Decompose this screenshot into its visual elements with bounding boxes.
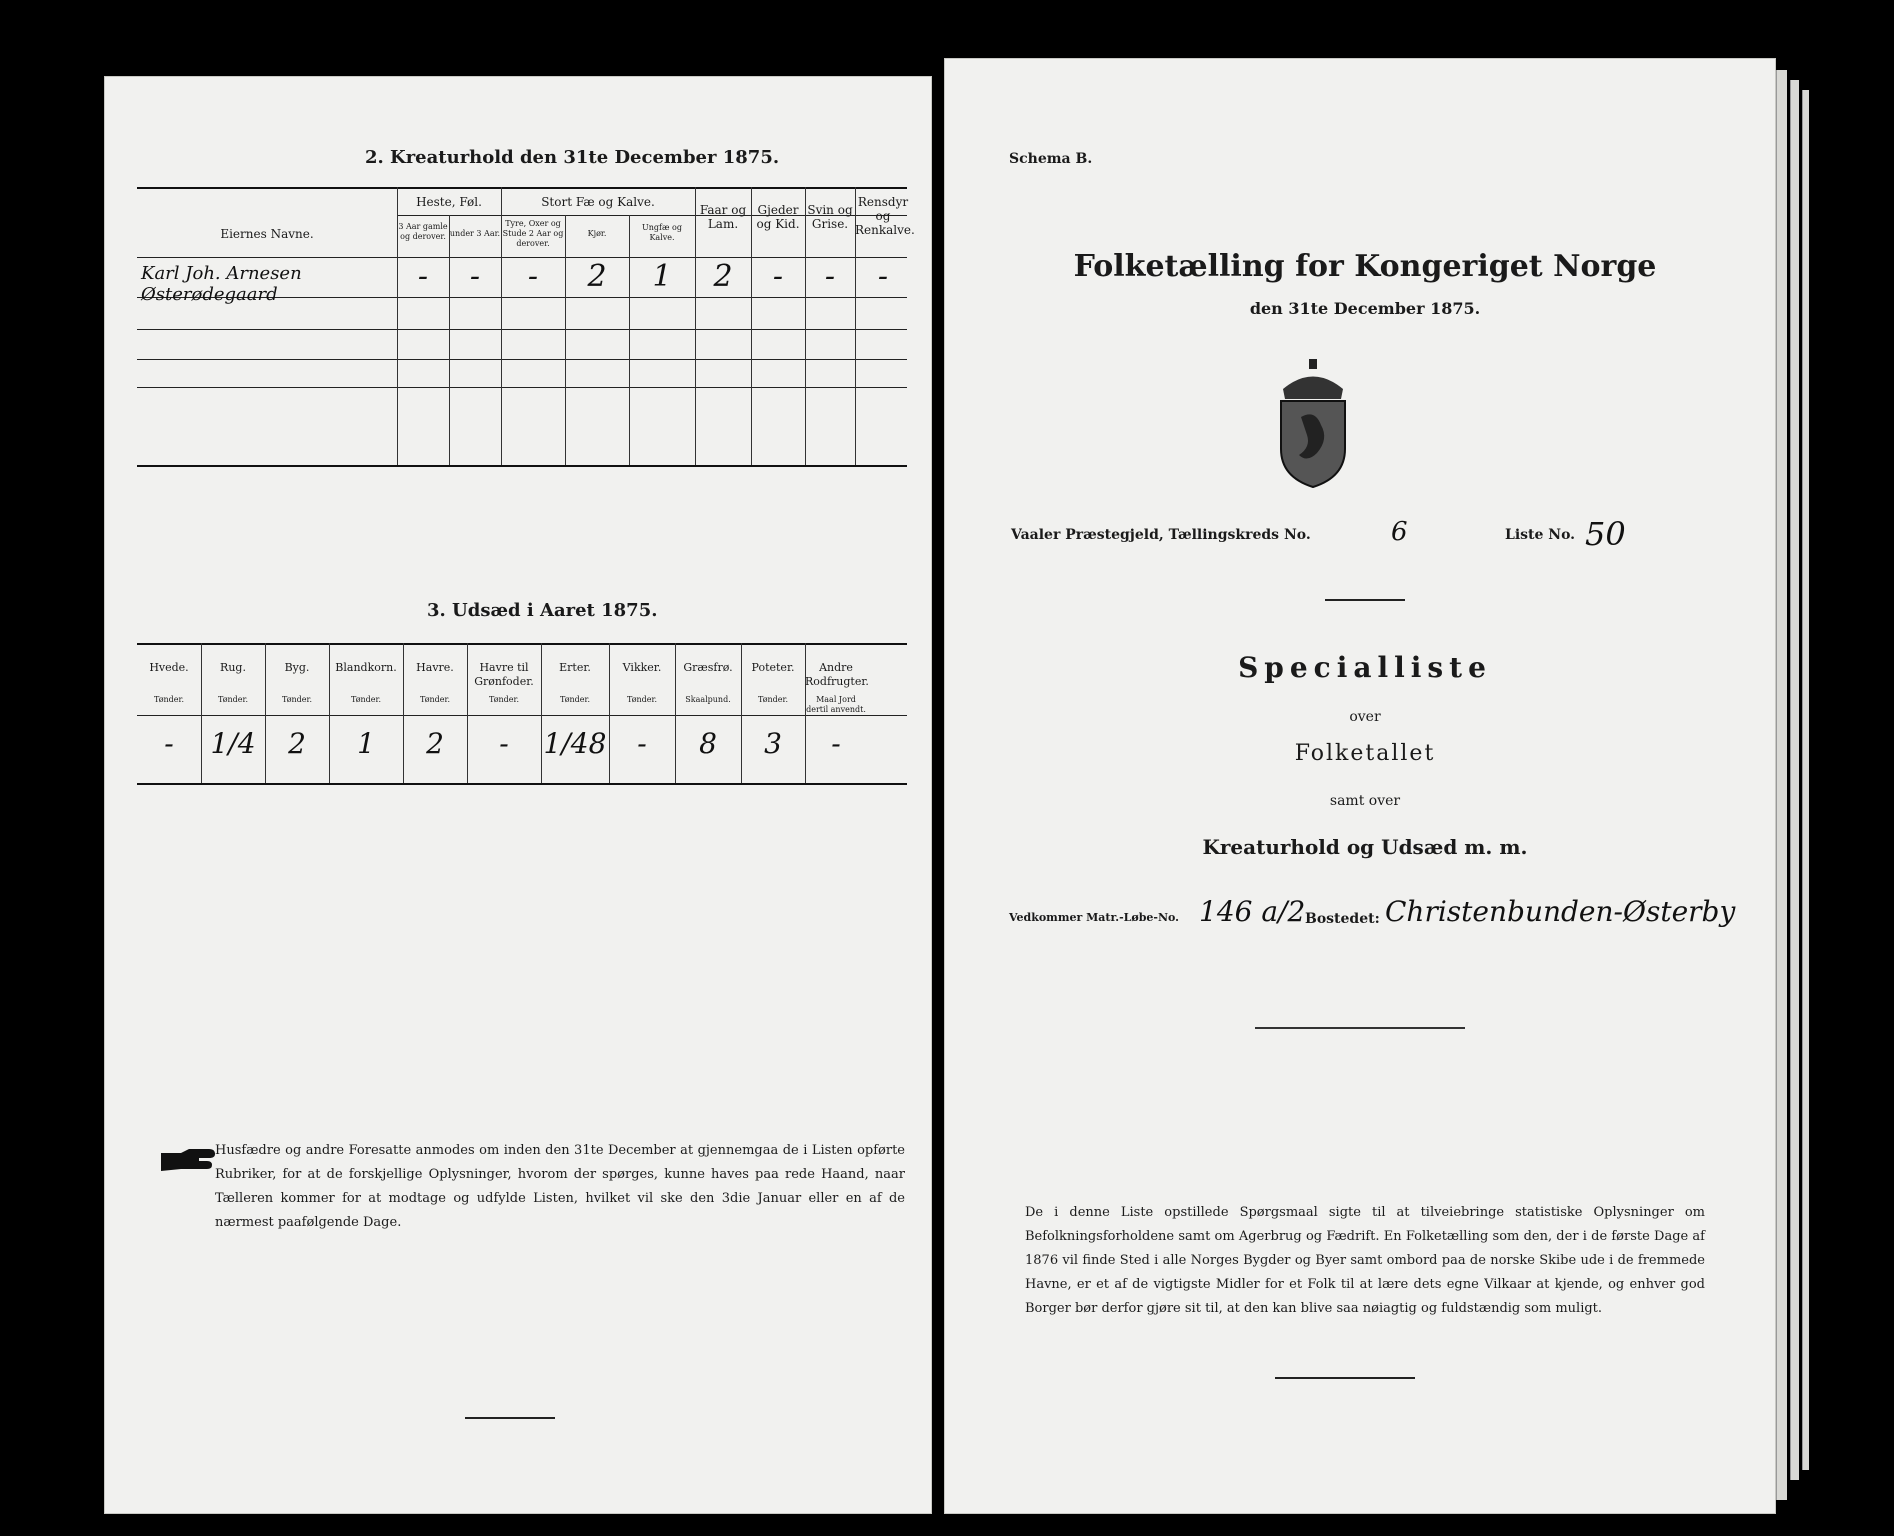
cell-reindeer: - xyxy=(877,259,889,294)
t3-header-unit: Tønder. xyxy=(153,695,185,704)
t3-cell: 3 xyxy=(764,727,782,760)
t3-header-unit: Tønder. xyxy=(626,695,658,704)
t3-cell: - xyxy=(831,727,841,760)
cell-cows: 2 xyxy=(587,259,607,294)
t3-cell: 1 xyxy=(357,727,375,760)
t3-header-name: Havre til Grønfoder. xyxy=(474,661,534,688)
t3-header-name: Græsfrø. xyxy=(683,661,733,674)
t3-header-unit: Skaalpund. xyxy=(685,695,731,704)
t3-header-name: Havre. xyxy=(416,661,454,674)
header-sheep: Faar og Lam. xyxy=(699,203,747,231)
t3-header-unit: Tønder. xyxy=(559,695,591,704)
t3-header-name: Rug. xyxy=(220,661,246,674)
header-cattle: Stort Fæ og Kalve. xyxy=(541,195,655,209)
t3-cell: 2 xyxy=(288,727,306,760)
t3-header-name: Byg. xyxy=(284,661,310,674)
page-edge xyxy=(1802,90,1809,1470)
cell-horses-young: - xyxy=(469,259,481,294)
header-bulls: Tyre, Oxer og Stude 2 Aar og derover. xyxy=(502,219,564,248)
header-young-cattle: Ungfæ og Kalve. xyxy=(642,223,682,242)
t3-header-unit: Tønder. xyxy=(281,695,313,704)
t3-header-unit: Tønder. xyxy=(350,695,382,704)
page-edge xyxy=(1790,80,1799,1480)
page-edge xyxy=(1776,70,1787,1500)
over-text: over xyxy=(1349,709,1381,725)
schema-label: Schema B. xyxy=(1009,151,1093,167)
t3-header-name: Blandkorn. xyxy=(335,661,397,674)
t3-header-name: Erter. xyxy=(559,661,591,674)
kreaturhold-title: Kreaturhold og Udsæd m. m. xyxy=(1202,835,1528,859)
header-pigs: Svin og Grise. xyxy=(807,203,853,231)
t3-cell: - xyxy=(637,727,647,760)
census-date: den 31te December 1875. xyxy=(1249,299,1481,318)
header-owner: Eiernes Navne. xyxy=(220,227,314,241)
t3-header-unit: Tønder. xyxy=(757,695,789,704)
list-label: Liste No. xyxy=(1505,527,1576,543)
divider xyxy=(1275,1377,1415,1379)
left-page xyxy=(104,76,932,1514)
parish-label: Vaaler Præstegjeld, Tællingskreds No. xyxy=(1011,527,1311,543)
pointing-hand-icon xyxy=(159,1145,219,1175)
section3-title: 3. Udsæd i Aaret 1875. xyxy=(427,600,658,621)
t3-header-name: Vikker. xyxy=(622,661,662,674)
t3-cell: 1/4 xyxy=(210,727,256,760)
t3-cell: 1/48 xyxy=(543,727,607,760)
matr-no: 146 a/2 xyxy=(1199,895,1306,928)
header-horses-young: under 3 Aar. xyxy=(449,229,501,238)
t3-header-name: Poteter. xyxy=(751,661,795,674)
matr-label: Vedkommer Matr.-Løbe-No. xyxy=(1009,911,1179,924)
divider xyxy=(465,1417,555,1419)
header-reindeer: Rensdyr og Renkalve. xyxy=(855,195,915,237)
samt-over: samt over xyxy=(1329,793,1401,809)
district-no: 6 xyxy=(1391,517,1408,547)
t3-header-unit: Tønder. xyxy=(217,695,249,704)
t3-cell: 2 xyxy=(426,727,444,760)
divider xyxy=(1255,1027,1465,1029)
t3-cell: - xyxy=(499,727,509,760)
header-cows: Kjør. xyxy=(587,229,607,238)
main-title: Folketælling for Kongeriget Norge xyxy=(1073,249,1657,284)
header-goats: Gjeder og Kid. xyxy=(756,203,800,231)
cell-horses-old: - xyxy=(417,259,429,294)
divider xyxy=(1325,599,1405,601)
t3-header-unit: Tønder. xyxy=(419,695,451,704)
cell-pigs: - xyxy=(824,259,836,294)
cell-young-cattle: 1 xyxy=(652,259,672,294)
cell-goats: - xyxy=(772,259,784,294)
bosted-label: Bostedet: xyxy=(1305,911,1380,927)
special-list-title: Specialliste xyxy=(1238,651,1492,684)
bosted-value: Christenbunden-Østerby xyxy=(1385,895,1736,928)
cell-sheep: 2 xyxy=(713,259,733,294)
t3-header-name: Andre Rodfrugter. xyxy=(805,661,869,688)
t3-header-name: Hvede. xyxy=(149,661,189,674)
t3-cell: - xyxy=(164,727,174,760)
t3-header-unit: Maal Jord dertil anvendt. xyxy=(806,695,866,714)
t3-header-unit: Tønder. xyxy=(488,695,520,704)
coat-of-arms-icon xyxy=(1263,359,1363,489)
header-horses: Heste, Føl. xyxy=(416,195,482,209)
t3-cell: 8 xyxy=(699,727,717,760)
notice-text: Husfædre og andre Foresatte anmodes om inden den 31te December at gjennemgaa de i Listen opførte Rubriker, for at de forskjellige Oplysninger, hvorom der spørges, kunne haves paa rede Haand, naar Tælleren kommer for at modtage og udfylde Listen, hvilket vil ske den 3die Januar eller en af de nærmest paafølgende Dage. xyxy=(215,1143,905,1230)
section2-title: 2. Kreaturhold den 31te December 1875. xyxy=(365,147,780,168)
list-no: 50 xyxy=(1585,515,1626,553)
right-page xyxy=(944,58,1776,1514)
owner-name: Karl Joh. Arnesen Østerødegaard xyxy=(141,263,302,305)
header-horses-old: 3 Aar gamle og derover. xyxy=(398,222,448,241)
cell-bulls: - xyxy=(527,259,539,294)
folketallet: Folketallet xyxy=(1294,741,1436,766)
info-paragraph: De i denne Liste opstillede Spørgsmaal sigte til at tilveiebringe statistiske Oplysninger om Befolkningsforholdene samt om Agerbrug og Fædrift. En Folketælling som den, der i de første Dage af 1876 vil finde Sted i alle Norges Bygder og Byer samt ombord paa de norske Skibe ude i de fremmede Havne, er et af de vigtigste Midler for et Folk til at lære dets egne Vilkaar at kjende, og enhver god Borger bør derfor gjøre sit til, at den kan blive saa nøiagtig og fuldstændig som muligt. xyxy=(1025,1205,1705,1316)
